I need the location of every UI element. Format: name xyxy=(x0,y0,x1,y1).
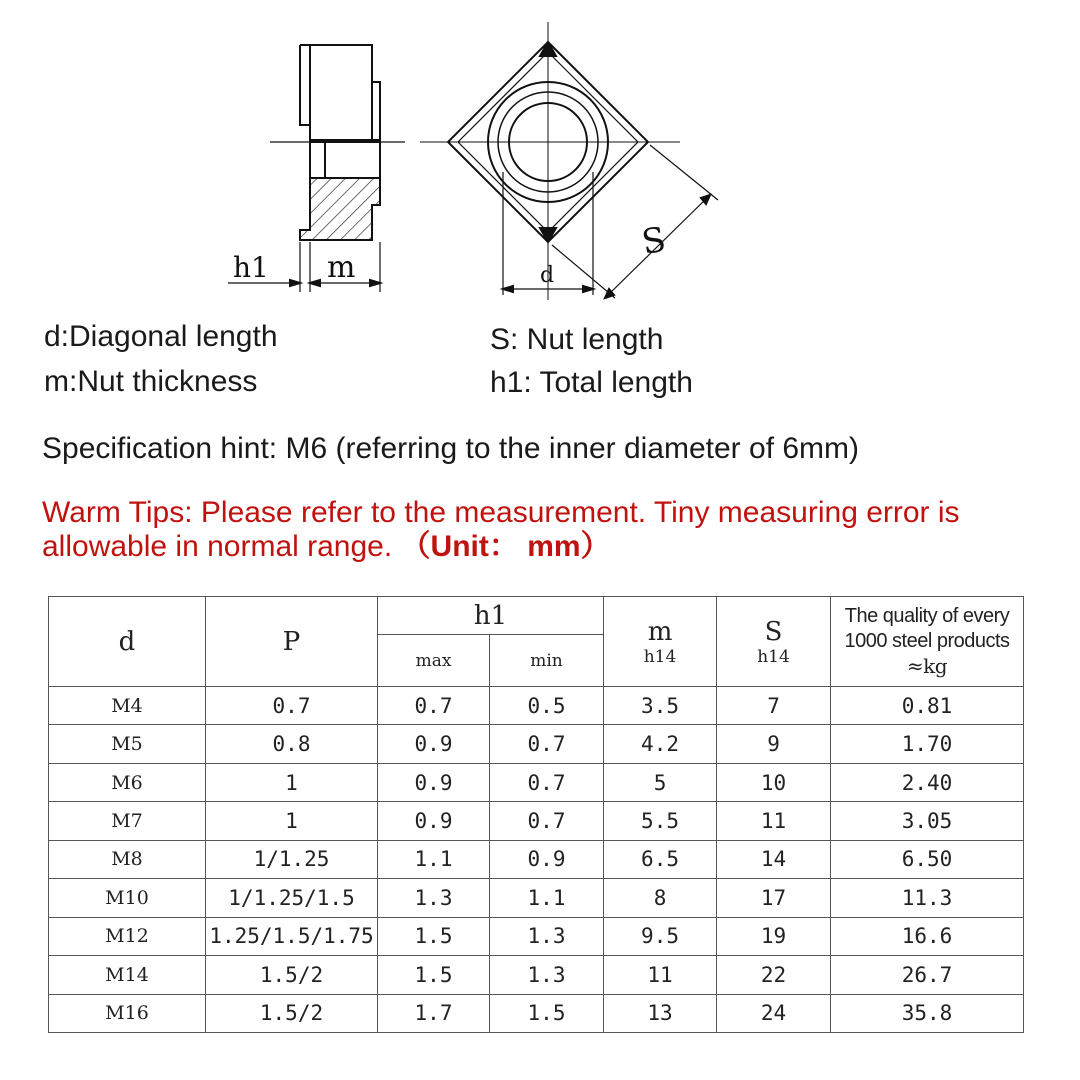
cell-s: 19 xyxy=(717,917,831,955)
cell-d: M14 xyxy=(49,956,206,994)
cell-s: 10 xyxy=(717,763,831,801)
cell-h1-max: 0.9 xyxy=(378,763,490,801)
cell-d: M16 xyxy=(49,994,206,1033)
cell-p: 1.5/2 xyxy=(206,994,378,1033)
cell-p: 0.7 xyxy=(206,687,378,725)
cell-quality: 1.70 xyxy=(831,725,1024,763)
header-s-tolerance: h14 xyxy=(757,646,790,667)
header-m-label: m xyxy=(647,616,673,647)
cell-p: 1/1.25 xyxy=(206,840,378,878)
cell-m: 5.5 xyxy=(604,802,717,840)
cell-s: 14 xyxy=(717,840,831,878)
warm-tips xyxy=(42,496,1052,564)
cell-s: 17 xyxy=(717,879,831,917)
cell-d: M4 xyxy=(49,687,206,725)
top-view xyxy=(420,22,718,300)
cell-m: 8 xyxy=(604,879,717,917)
cell-quality: 26.7 xyxy=(831,956,1024,994)
cell-h1-max: 0.9 xyxy=(378,802,490,840)
cell-quality: 0.81 xyxy=(831,687,1024,725)
cell-h1-min: 1.3 xyxy=(490,917,604,955)
cell-quality: 3.05 xyxy=(831,802,1024,840)
cell-h1-min: 0.7 xyxy=(490,802,604,840)
legend-s: S: Nut length xyxy=(490,323,664,356)
table-row xyxy=(49,763,1024,801)
legend-m: m:Nut thickness xyxy=(44,365,258,398)
cell-h1-min: 0.5 xyxy=(490,687,604,725)
cell-s: 9 xyxy=(717,725,831,763)
table-row xyxy=(49,994,1024,1033)
cell-d: M5 xyxy=(49,725,206,763)
table-row xyxy=(49,917,1024,955)
cell-p: 0.8 xyxy=(206,725,378,763)
table-row xyxy=(49,879,1024,917)
cell-quality: 16.6 xyxy=(831,917,1024,955)
legend-h1: h1: Total length xyxy=(490,366,693,399)
cell-m: 6.5 xyxy=(604,840,717,878)
header-quality-unit: ≈kg xyxy=(906,654,948,678)
unit-note: （Unit： mm） xyxy=(400,530,611,563)
label-s: S xyxy=(638,219,669,263)
table-row xyxy=(49,725,1024,763)
table-row xyxy=(49,687,1024,725)
cell-s: 22 xyxy=(717,956,831,994)
cell-m: 3.5 xyxy=(604,687,717,725)
cell-h1-min: 1.3 xyxy=(490,956,604,994)
header-m-tolerance: h14 xyxy=(643,646,677,667)
cell-h1-min: 0.7 xyxy=(490,725,604,763)
header-quality-line1: The quality of every xyxy=(844,605,1010,627)
cell-m: 13 xyxy=(604,994,717,1033)
cell-d: M12 xyxy=(49,917,206,955)
cell-h1-max: 1.5 xyxy=(378,917,490,955)
cell-quality: 2.40 xyxy=(831,763,1024,801)
cell-m: 11 xyxy=(604,956,717,994)
specification-table xyxy=(48,596,1024,1033)
cell-h1-min: 0.7 xyxy=(490,763,604,801)
header-h1-min: min xyxy=(490,635,604,687)
header-h1: h1 xyxy=(378,597,604,635)
cell-h1-max: 1.7 xyxy=(378,994,490,1033)
cell-p: 1.25/1.5/1.75 xyxy=(206,917,378,955)
cell-s: 11 xyxy=(717,802,831,840)
cell-p: 1 xyxy=(206,763,378,801)
label-d: d xyxy=(540,263,555,288)
cell-m: 9.5 xyxy=(604,917,717,955)
label-m: m xyxy=(327,250,356,285)
cell-s: 24 xyxy=(717,994,831,1033)
cell-h1-min: 1.1 xyxy=(490,879,604,917)
cell-h1-max: 1.3 xyxy=(378,879,490,917)
header-h1-max: max xyxy=(378,635,490,687)
header-quality xyxy=(831,597,1024,687)
cell-m: 5 xyxy=(604,763,717,801)
cell-s: 7 xyxy=(717,687,831,725)
header-p: P xyxy=(206,597,378,687)
cell-quality: 6.50 xyxy=(831,840,1024,878)
cell-m: 4.2 xyxy=(604,725,717,763)
header-s xyxy=(717,597,831,687)
cell-d: M6 xyxy=(49,763,206,801)
cell-h1-min: 1.5 xyxy=(490,994,604,1033)
cell-h1-max: 0.7 xyxy=(378,687,490,725)
header-s-label: S xyxy=(764,616,783,647)
cell-d: M8 xyxy=(49,840,206,878)
cell-quality: 11.3 xyxy=(831,879,1024,917)
table-row xyxy=(49,802,1024,840)
cell-p: 1 xyxy=(206,802,378,840)
header-m xyxy=(604,597,717,687)
cell-h1-max: 0.9 xyxy=(378,725,490,763)
cell-p: 1/1.25/1.5 xyxy=(206,879,378,917)
cell-h1-max: 1.1 xyxy=(378,840,490,878)
warm-tips-text: Warm Tips: Please refer to the measurement. Tiny measuring error is allowable in normal range. xyxy=(42,496,960,563)
cell-d: M7 xyxy=(49,802,206,840)
cell-h1-min: 0.9 xyxy=(490,840,604,878)
cell-d: M10 xyxy=(49,879,206,917)
specification-hint: Specification hint: M6 (referring to the inner diameter of 6mm) xyxy=(42,432,860,465)
table-row xyxy=(49,840,1024,878)
header-d: d xyxy=(49,597,206,687)
nut-technical-drawing xyxy=(0,0,1080,310)
legend-d: d:Diagonal length xyxy=(44,320,278,353)
cell-h1-max: 1.5 xyxy=(378,956,490,994)
table-row xyxy=(49,956,1024,994)
label-h1: h1 xyxy=(233,251,269,284)
cell-p: 1.5/2 xyxy=(206,956,378,994)
cell-quality: 35.8 xyxy=(831,994,1024,1033)
header-quality-line2: 1000 steel products xyxy=(844,630,1010,652)
